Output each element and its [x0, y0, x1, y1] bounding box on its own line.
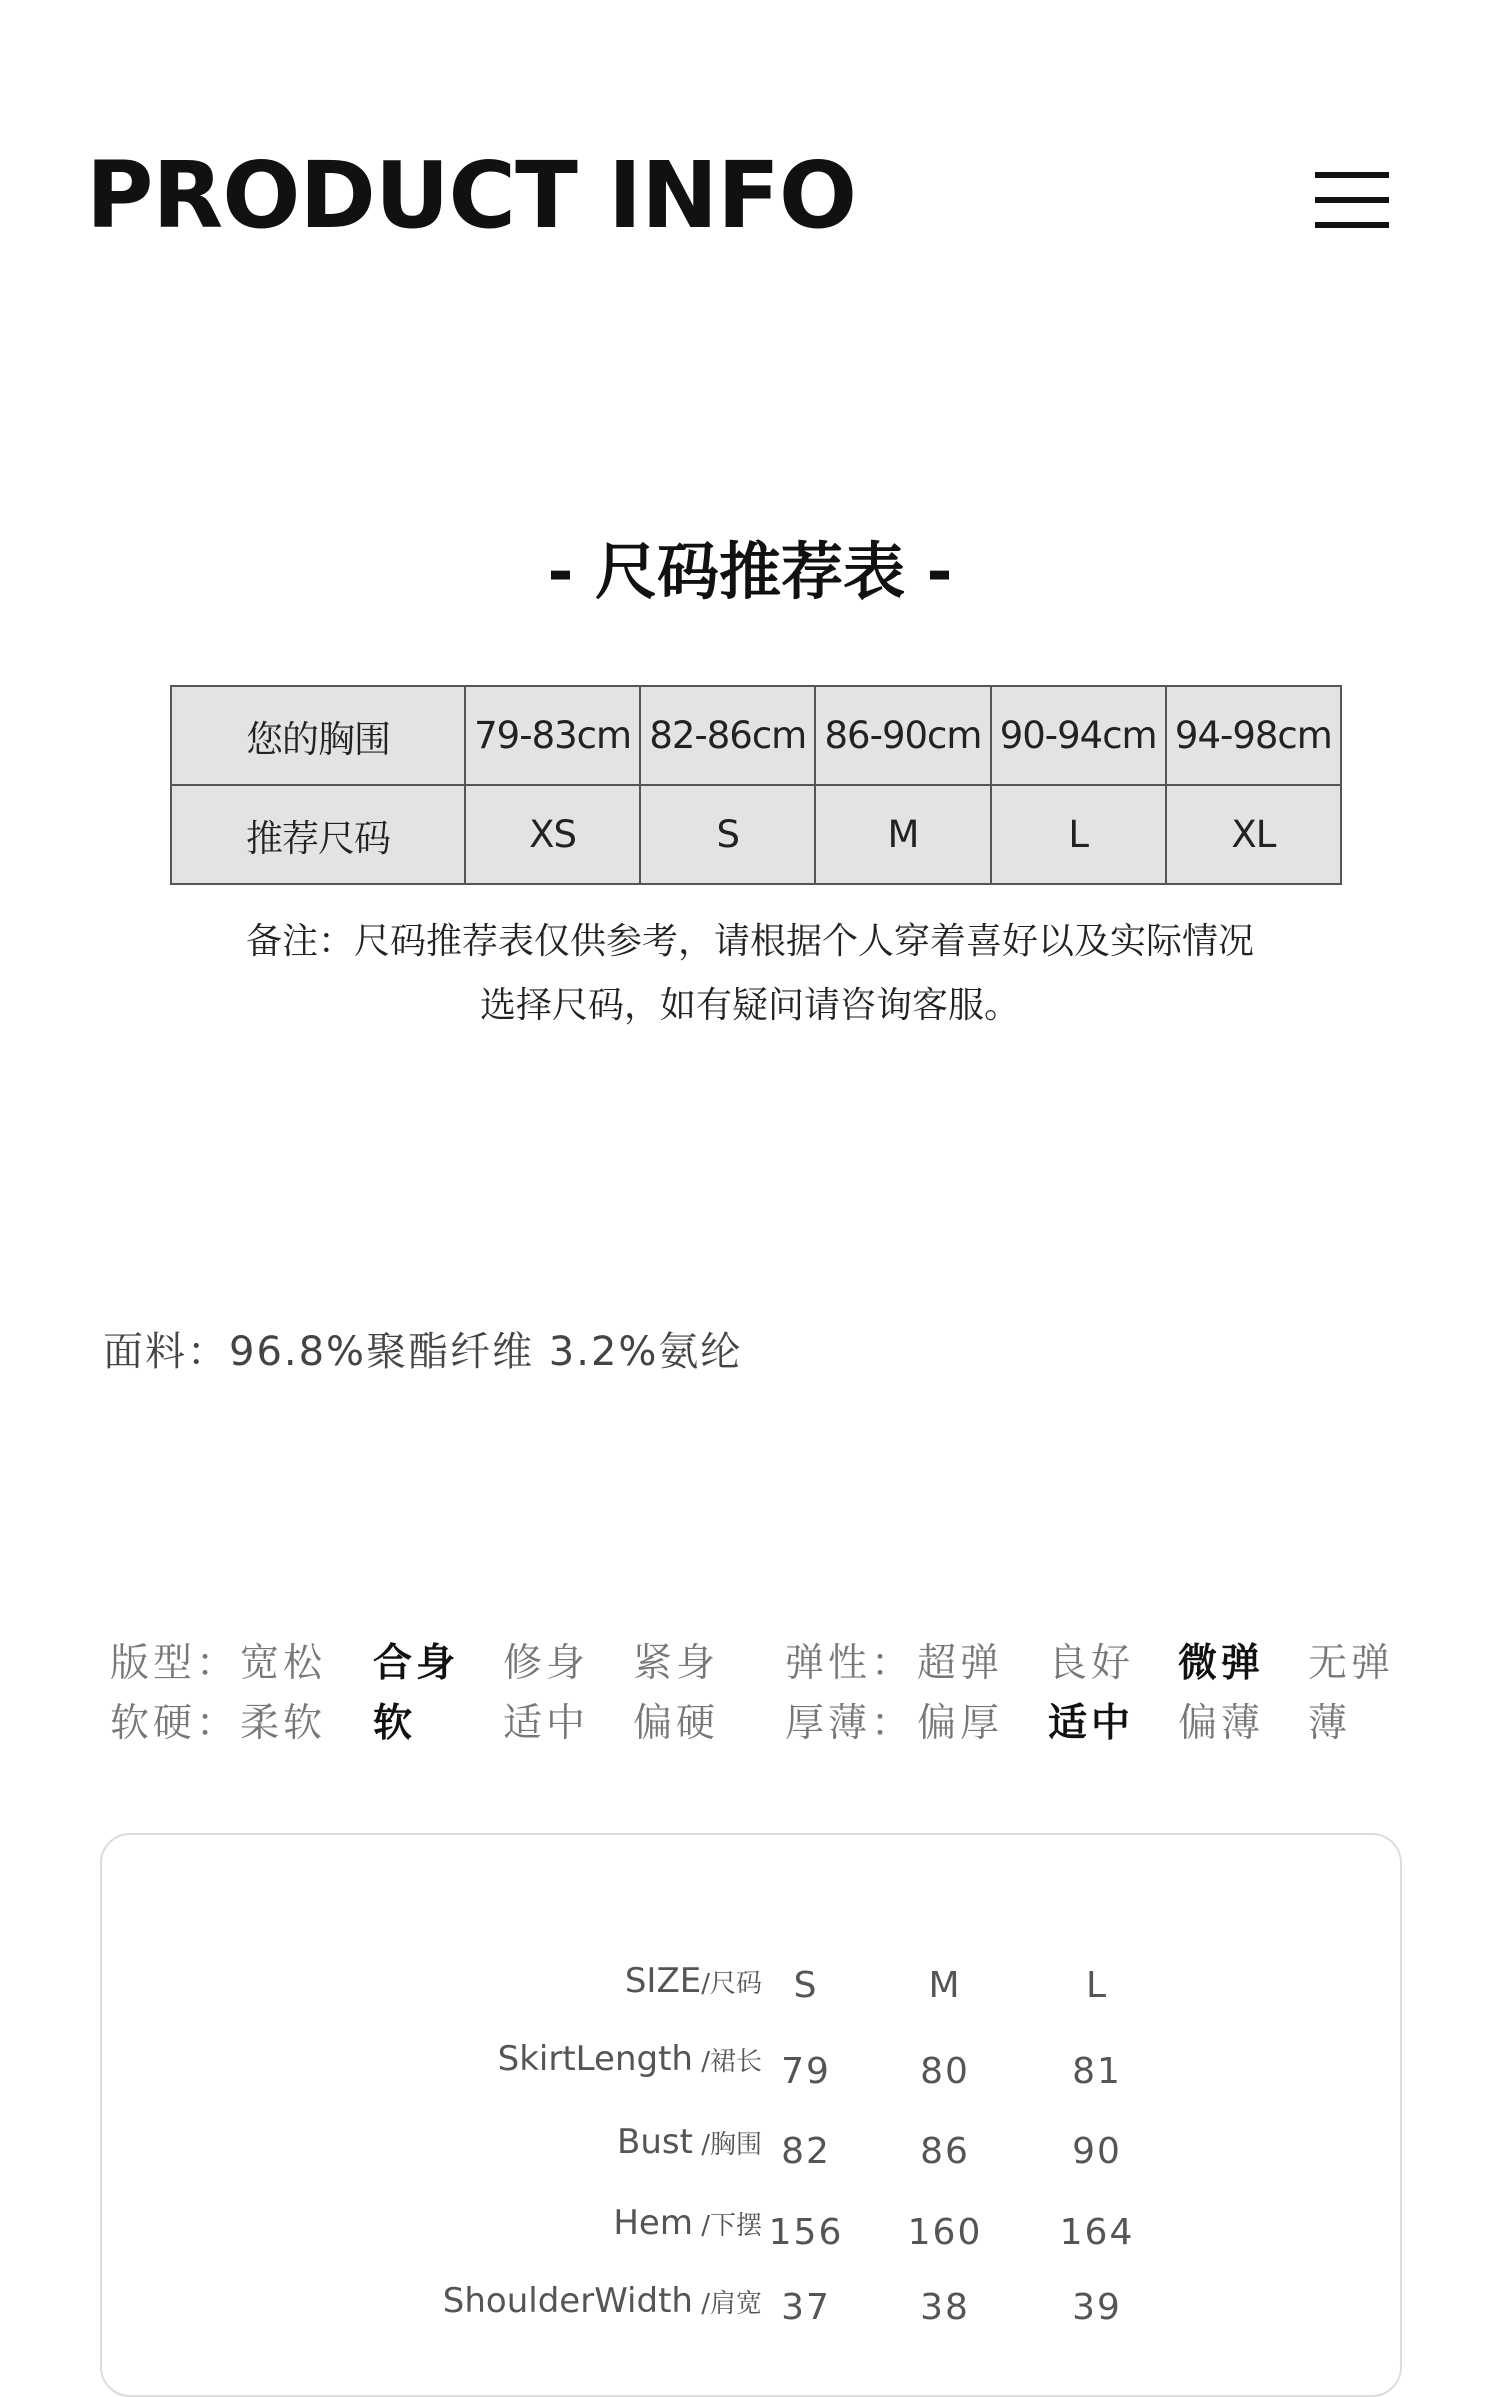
label-cn: /尺码 — [701, 1969, 762, 1999]
thickness-option: 偏薄 — [1178, 1701, 1265, 1746]
size-cell: 90 — [1072, 2131, 1122, 2172]
hamburger-menu-icon[interactable] — [1315, 172, 1389, 228]
size-cell: XS — [465, 785, 640, 884]
fit-option: 修身 — [503, 1641, 590, 1686]
size-cell: 160 — [907, 2212, 983, 2253]
softness-option: 柔软 — [240, 1701, 327, 1746]
softness-label: 软硬： — [110, 1701, 240, 1746]
size-recommend-title: - 尺码推荐表 - — [547, 535, 953, 608]
note-line: 选择尺码，如有疑问请咨询客服。 — [479, 985, 1020, 1026]
table-row — [171, 785, 1341, 884]
size-cell: 37 — [781, 2287, 831, 2328]
label-cn: /肩宽 — [692, 2289, 762, 2319]
fabric-composition: 面料：96.8%聚酯纤维 3.2%氨纶 — [103, 1329, 743, 1375]
page-title: PRODUCT INFO — [86, 142, 857, 249]
size-cell: 82 — [781, 2131, 831, 2172]
size-cell: 156 — [768, 2212, 844, 2253]
fit-option-selected: 合身 — [373, 1641, 460, 1686]
fit-option: 宽松 — [240, 1641, 327, 1686]
label-cn: /胸围 — [692, 2130, 762, 2160]
size-row-label — [202, 2203, 762, 2243]
size-col-header: S — [793, 1965, 819, 2006]
size-row-label — [202, 2039, 762, 2079]
thickness-label: 厚薄： — [785, 1701, 915, 1746]
size-row-label — [202, 2281, 762, 2321]
fit-option: 紧身 — [633, 1641, 720, 1686]
size-cell: 39 — [1072, 2287, 1122, 2328]
label-en: ShoulderWidth — [442, 2281, 693, 2321]
note-line: 备注：尺码推荐表仅供参考，请根据个人穿着喜好以及实际情况 — [245, 921, 1254, 962]
bust-range-cell: 86-90cm — [815, 686, 990, 785]
bust-range-cell: 82-86cm — [640, 686, 815, 785]
size-cell: 164 — [1059, 2212, 1135, 2253]
size-cell: L — [991, 785, 1166, 884]
size-cell: XL — [1166, 785, 1341, 884]
label-en: Bust — [617, 2122, 693, 2162]
stretch-option: 无弹 — [1308, 1641, 1395, 1686]
thickness-option: 偏厚 — [917, 1701, 1004, 1746]
size-cell: 38 — [920, 2287, 970, 2328]
label-cn: /下摆 — [692, 2211, 762, 2241]
label-cn: /裙长 — [692, 2047, 762, 2077]
stretch-option-selected: 微弹 — [1178, 1641, 1265, 1686]
stretch-option: 超弹 — [917, 1641, 1004, 1686]
size-cell: 80 — [920, 2051, 970, 2092]
size-recommend-table — [170, 685, 1342, 885]
size-cell: 81 — [1072, 2051, 1122, 2092]
thickness-option-selected: 适中 — [1048, 1701, 1135, 1746]
size-cell: M — [815, 785, 990, 884]
row-label-bust: 您的胸围 — [171, 686, 465, 785]
thickness-option: 薄 — [1308, 1701, 1352, 1746]
bust-range-cell: 90-94cm — [991, 686, 1166, 785]
size-cell: S — [640, 785, 815, 884]
label-en: SkirtLength — [497, 2039, 693, 2079]
size-col-header: L — [1085, 1965, 1109, 2006]
bust-range-cell: 79-83cm — [465, 686, 640, 785]
stretch-option: 良好 — [1048, 1641, 1135, 1686]
size-col-header: M — [928, 1965, 962, 2006]
size-note — [0, 910, 1500, 1038]
softness-option-selected: 软 — [373, 1701, 417, 1746]
bust-range-cell: 94-98cm — [1166, 686, 1341, 785]
label-en: SIZE — [624, 1961, 702, 2001]
softness-option: 适中 — [503, 1701, 590, 1746]
label-en: Hem — [613, 2203, 693, 2243]
fit-label: 版型： — [110, 1641, 240, 1686]
size-cell: 86 — [920, 2131, 970, 2172]
softness-option: 偏硬 — [633, 1701, 720, 1746]
size-row-label — [202, 2122, 762, 2162]
size-chart-card — [100, 1833, 1402, 2397]
size-header-label — [202, 1961, 762, 2001]
size-cell: 79 — [781, 2051, 831, 2092]
stretch-label: 弹性： — [785, 1641, 915, 1686]
row-label-size: 推荐尺码 — [171, 785, 465, 884]
table-row — [171, 686, 1341, 785]
